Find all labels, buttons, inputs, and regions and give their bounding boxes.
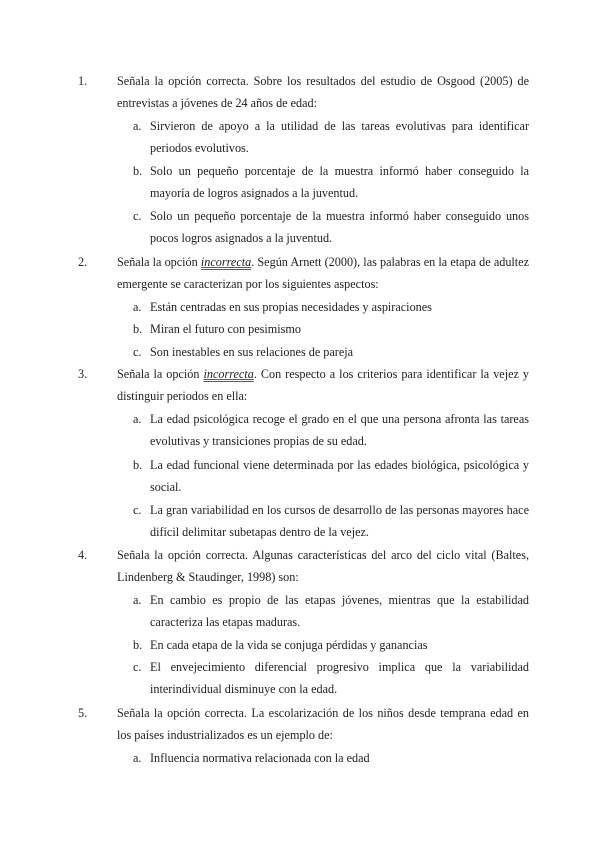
option-text: Influencia normativa relacionada con la edad [150, 751, 370, 765]
option-text: Miran el futuro con pesimismo [150, 322, 301, 336]
option-letter: b. [133, 322, 143, 336]
question-text: Señala la opción correcta. Algunas características del arco del ciclo vital (Baltes, Lindenberg & Staudinger, 1998) son: [117, 548, 529, 585]
option-text: Solo un pequeño porcentaje de la muestra informó haber conseguido la mayoría de logros asignados a la juventud. [150, 164, 529, 201]
option-text: El envejecimiento diferencial progresivo implica que la variabilidad interindividual disminuye con la edad. [150, 660, 529, 697]
option-letter: b. [133, 638, 143, 652]
question-text: Señala la opción incorrecta. Con respecto a los criterios para identificar la vejez y distinguir periodos en ella: [117, 367, 529, 404]
option-text: En cambio es propio de las etapas jóvenes, mientras que la estabilidad caracteriza las etapas maduras. [150, 593, 529, 630]
emphasis-incorrecta: incorrecta [203, 367, 254, 381]
option-text: Sirvieron de apoyo a la utilidad de las tareas evolutivas para identificar periodos evolutivos. [150, 119, 529, 156]
question-number: 1. [78, 74, 88, 88]
option-letter: b. [133, 458, 143, 472]
question-number: 2. [78, 255, 88, 269]
option-text: La edad funcional viene determinada por las edades biológica, psicológica y social. [150, 458, 529, 495]
option-letter: a. [133, 300, 142, 314]
option-letter: a. [133, 593, 142, 607]
question-text: Señala la opción incorrecta. Según Arnett (2000), las palabras en la etapa de adultez emergente se caracterizan por los siguientes aspectos: [117, 255, 530, 292]
emphasis-incorrecta: incorrecta [200, 255, 252, 269]
question-text: Señala la opción correcta. La escolarización de los niños desde temprana edad en los países industrializados es un ejemplo de: [117, 706, 529, 743]
option-text: La edad psicológica recoge el grado en el que una persona afronta las tareas evolutivas y transiciones propias de su edad. [150, 412, 529, 449]
question-text: Señala la opción correcta. Sobre los resultados del estudio de Osgood (2005) de entrevistas a jóvenes de 24 años de edad: [117, 74, 529, 111]
option-letter: a. [133, 119, 142, 133]
question-number: 5. [78, 706, 88, 720]
option-letter: c. [133, 209, 142, 223]
option-text: Solo un pequeño porcentaje de la muestra informó haber conseguido unos pocos logros asignados a la juventud. [150, 209, 529, 246]
option-text: Están centradas en sus propias necesidades y aspiraciones [150, 300, 432, 314]
option-letter: b. [133, 164, 143, 178]
option-letter: c. [133, 345, 142, 359]
option-text: Son inestables en sus relaciones de pareja [150, 345, 354, 359]
option-text: La gran variabilidad en los cursos de desarrollo de las personas mayores hace difícil delimitar subetapas dentro de la vejez. [150, 503, 529, 540]
option-letter: c. [133, 503, 142, 517]
option-letter: c. [133, 660, 142, 674]
option-letter: a. [133, 412, 142, 426]
question-number: 3. [78, 367, 88, 381]
option-text: En cada etapa de la vida se conjuga pérdidas y ganancias [150, 638, 428, 652]
option-letter: a. [133, 751, 142, 765]
question-number: 4. [78, 548, 88, 562]
